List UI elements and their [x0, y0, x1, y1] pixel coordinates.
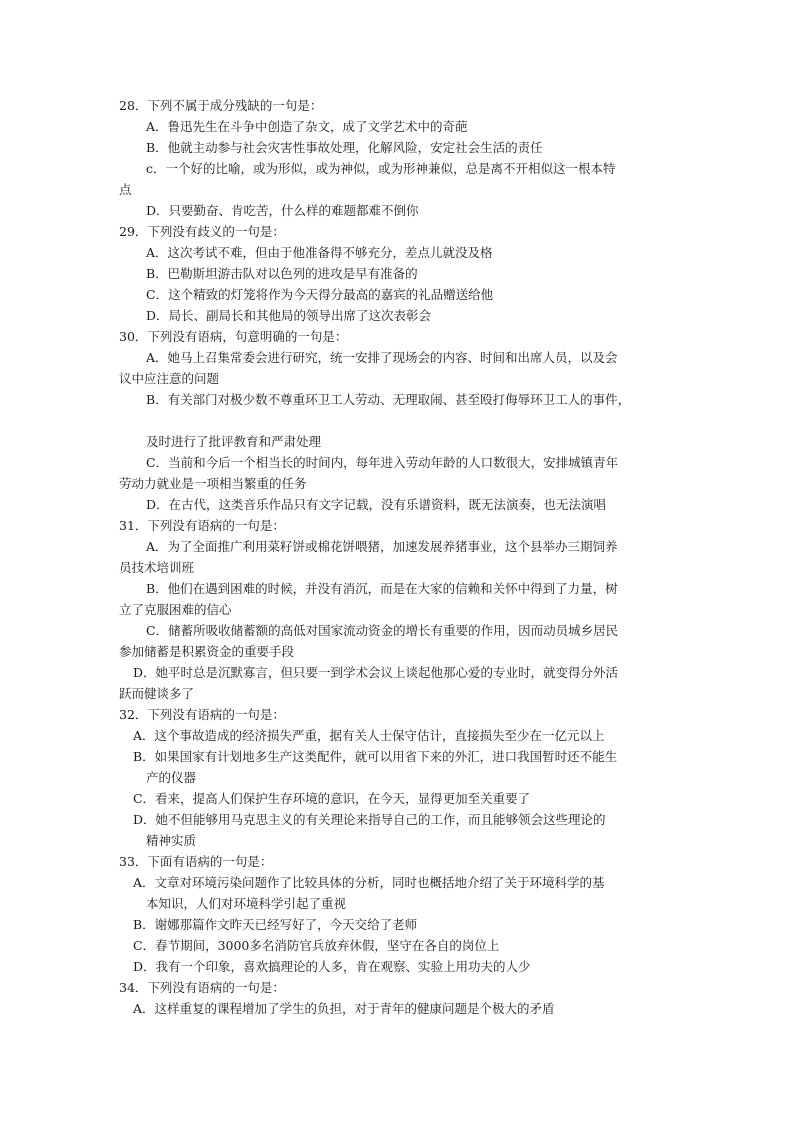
- question-31-stem: 31．下列没有语病的一句是：: [119, 518, 285, 533]
- q30-option-d: D．在古代，这类音乐作品只有文字记载，没有乐谱资料，既无法演奏，也无法演唱: [146, 497, 607, 512]
- q31-option-a-cont: 员技术培训班: [119, 560, 195, 575]
- q29-option-b: B．巴勒斯坦游击队对以色列的进攻是早有准备的: [146, 266, 418, 281]
- question-28-stem: 28．下列不属于成分残缺的一句是：: [119, 98, 323, 113]
- q28-option-b: B．他就主动参与社会灾害性事故处理，化解风险，安定社会生活的责任: [146, 140, 543, 155]
- q32-option-b-cont: 产的仪器: [146, 770, 197, 785]
- q30-option-c-cont: 劳动力就业是一项相当繁重的任务: [119, 476, 307, 491]
- q31-option-c: C．储蓄所吸收储蓄额的高低对国家流动资金的增长有重要的作用，因而动员城乡居民: [146, 623, 619, 638]
- q31-option-b-cont: 立了克服困难的信心: [119, 602, 232, 617]
- q30-option-c: C．当前和今后一个相当长的时间内，每年进入劳动年龄的人口数很大，安排城镇青年: [146, 455, 619, 470]
- q29-option-a: A．这次考试不难，但由于他准备得不够充分，差点儿就没及格: [146, 245, 493, 260]
- q28-option-a: A．鲁迅先生在斗争中创造了杂文，成了文学艺术中的奇葩: [146, 119, 468, 134]
- question-34-stem: 34．下列没有语病的一句是：: [119, 980, 285, 995]
- q31-option-b: B．他们在遇到困难的时候，并没有消沉，而是在大家的信赖和关怀中得到了力量，树: [146, 581, 618, 596]
- q31-option-c-cont: 参加储蓄是积累资金的重要手段: [119, 644, 295, 659]
- q29-option-c: C．这个精致的灯笼将作为今天得分最高的嘉宾的礼品赠送给他: [146, 287, 494, 302]
- q34-option-a: A．这样重复的课程增加了学生的负担，对于青年的健康问题是个极大的矛盾: [133, 1001, 555, 1016]
- q30-option-b-cont: 及时进行了批评教育和严肃处理: [146, 434, 322, 449]
- question-29-stem: 29．下列没有歧义的一句是：: [119, 224, 285, 239]
- question-30-stem: 30．下列没有语病，句意明确的一句是：: [119, 329, 348, 344]
- q30-option-a-cont: 议中应注意的问题: [119, 371, 220, 386]
- q28-option-c-cont: 点: [119, 182, 132, 197]
- q31-option-d: D．她平时总是沉默寡言，但只要一到学术会议上谈起他那心爱的专业时，就变得分外活: [133, 665, 619, 680]
- q33-option-b: B．谢娜那篇作文昨天已经写好了，今天交给了老师: [133, 917, 418, 932]
- q28-option-c: c．一个好的比喻，或为形似，或为神似，或为形神兼似，总是离不开相似这一根本特: [146, 161, 616, 176]
- q32-option-a: A．这个事故造成的经济损失严重，据有关人士保守估计，直接损失至少在一亿元以上: [133, 728, 605, 743]
- q30-option-a: A．她马上召集常委会进行研究，统一安排了现场会的内容、时间和出席人员，以及会: [146, 350, 618, 365]
- q33-option-a: A．文章对环境污染问题作了比较具体的分析，同时也概括地介绍了关于环境科学的基: [133, 875, 605, 890]
- q28-option-d: D．只要勤奋、肯吃苦，什么样的难题都难不倒你: [146, 203, 419, 218]
- question-33-stem: 33．下面有语病的一句是：: [119, 854, 273, 869]
- q31-option-d-cont: 跃而健谈多了: [119, 686, 195, 701]
- q31-option-a: A．为了全面推广利用菜籽饼或棉花饼喂猪，加速发展养猪事业，这个县举办三期饲养: [146, 539, 618, 554]
- q33-option-d: D．我有一个印象，喜欢搞理论的人多，肯在观察、实验上用功夫的人少: [133, 959, 531, 974]
- q32-option-d: D．她不但能够用马克思主义的有关理论来指导自己的工作，而且能够领会这些理论的: [133, 812, 606, 827]
- q32-option-b: B．如果国家有计划地多生产这类配件，就可以用省下来的外汇，进口我国暂时还不能生: [133, 749, 618, 764]
- q32-option-d-cont: 精神实质: [146, 833, 197, 848]
- q29-option-d: D．局长、副局长和其他局的领导出席了这次表彰会: [146, 308, 432, 323]
- q32-option-c: C．看来，提高人们保护生存环境的意识，在今天，显得更加至关重要了: [133, 791, 531, 806]
- q30-option-b: B．有关部门对极少数不尊重环卫工人劳动、无理取闹、甚至殴打侮辱环卫工人的事件，: [146, 392, 631, 407]
- q33-option-c: C．春节期间，3000多名消防官兵放弃休假，坚守在各自的岗位上: [133, 938, 500, 953]
- question-32-stem: 32．下列没有语病的一句是：: [119, 707, 285, 722]
- q33-option-a-cont: 本知识，人们对环境科学引起了重视: [146, 896, 347, 911]
